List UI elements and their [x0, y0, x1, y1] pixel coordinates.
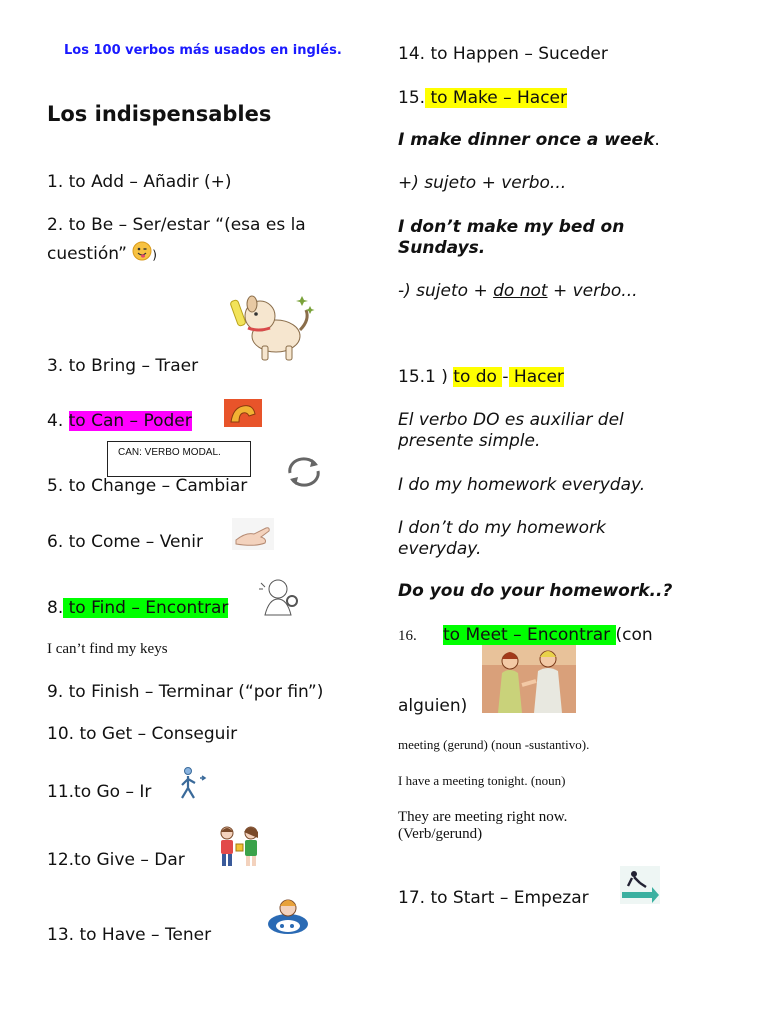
example-do-question: Do you do your homework..?	[398, 581, 673, 601]
meeting-example-2-line2: (Verb/gerund)	[398, 826, 483, 842]
refresh-arrows-icon	[282, 455, 326, 493]
verb-3: 3. to Bring – Traer	[47, 356, 199, 376]
rule-negative-b: + verbo...	[547, 281, 638, 301]
verb-15-dash: –	[503, 88, 512, 108]
verb-15-number: 15.	[398, 88, 426, 108]
verb-15-1-highlight-a: to do	[453, 367, 503, 387]
verb-15-1-highlight-b: Hacer	[508, 367, 564, 387]
do-auxiliary-line2: presente simple.	[398, 431, 541, 451]
example-make-positive-text: I make dinner once a week	[398, 130, 655, 150]
winking-face-icon	[132, 241, 152, 267]
verb-8	[47, 598, 228, 619]
person-holding-icon	[266, 896, 310, 940]
example-find: I can’t find my keys	[47, 641, 168, 657]
verb-16-rest: (con	[615, 625, 653, 645]
verb-16-highlight: to Meet – Encontrar	[443, 625, 616, 645]
verb-8-highlight: to Find – Encontrar	[63, 598, 229, 618]
verb-2-line2	[47, 241, 157, 267]
verb-4-number: 4.	[47, 411, 69, 431]
verb-2-line1: 2. to Be – Ser/estar “(esa es la	[47, 215, 306, 235]
verb-4	[47, 411, 192, 432]
verb-15-1-number: 15.1 )	[398, 367, 454, 387]
verb-15	[398, 88, 567, 109]
meeting-note: meeting (gerund) (noun -sustantivo).	[398, 737, 590, 752]
starting-runner-icon	[620, 866, 660, 908]
rule-negative-underlined: do not	[493, 281, 548, 301]
modal-note-box: CAN: VERBO MODAL.	[107, 441, 251, 477]
rule-negative-a: -) sujeto +	[398, 281, 494, 301]
section-heading: Los indispensables	[47, 102, 272, 126]
verb-13: 13. to Have – Tener	[47, 925, 212, 945]
verb-6: 6. to Come – Venir	[47, 532, 203, 552]
example-make-negative-line1: I don’t make my bed on	[398, 217, 625, 237]
verb-15-1-dash: -	[502, 367, 509, 387]
verb-10: 10. to Get – Conseguir	[47, 724, 238, 744]
page-title: Los 100 verbos más usados en inglés.	[64, 43, 342, 58]
meeting-example-1: I have a meeting tonight. (noun)	[398, 773, 566, 788]
verb-16	[443, 625, 653, 646]
verb-14: 14. to Happen – Suceder	[398, 44, 608, 64]
flexed-arm-icon	[223, 398, 263, 432]
verb-11: 11.to Go – Ir	[47, 782, 152, 802]
rule-negative	[398, 281, 638, 302]
verb-8-number: 8.	[47, 598, 64, 618]
verb-12: 12.to Give – Dar	[47, 850, 185, 870]
verb-15-1	[398, 367, 564, 388]
rule-positive: +) sujeto + verbo...	[398, 173, 567, 193]
couple-meeting-picture	[482, 645, 576, 717]
beckoning-hand-icon	[232, 518, 274, 554]
verb-9: 9. to Finish – Terminar (“por fin”)	[47, 682, 324, 702]
children-giving-icon	[216, 824, 262, 872]
example-make-negative-line2: Sundays.	[398, 238, 486, 258]
verb-2-text: cuestión”	[47, 244, 127, 264]
verb-15-highlight-a: to Make	[425, 88, 504, 108]
verb-4-highlight: to Can – Poder	[68, 411, 192, 431]
verb-5: 5. to Change – Cambiar	[47, 476, 248, 496]
verb-17: 17. to Start – Empezar	[398, 888, 589, 908]
example-do-1: I do my homework everyday.	[398, 475, 646, 495]
verb-2-close: )	[152, 248, 157, 262]
verb-15-highlight-b: Hacer	[511, 88, 568, 108]
searching-man-icon	[253, 575, 303, 621]
verb-1: 1. to Add – Añadir (+)	[47, 172, 232, 192]
example-make-positive-dot: .	[654, 130, 660, 150]
verb-16-continued: alguien)	[398, 696, 468, 716]
verb-16-number: 16.	[398, 628, 417, 644]
do-auxiliary-line1: El verbo DO es auxiliar del	[398, 410, 624, 430]
dog-with-bone-icon	[228, 290, 318, 369]
meeting-example-2-line1: They are meeting right now.	[398, 809, 568, 825]
example-do-2-line2: everyday.	[398, 539, 482, 559]
example-make-positive	[398, 130, 660, 151]
walking-man-icon	[176, 766, 208, 804]
example-do-2-line1: I don’t do my homework	[398, 518, 606, 538]
